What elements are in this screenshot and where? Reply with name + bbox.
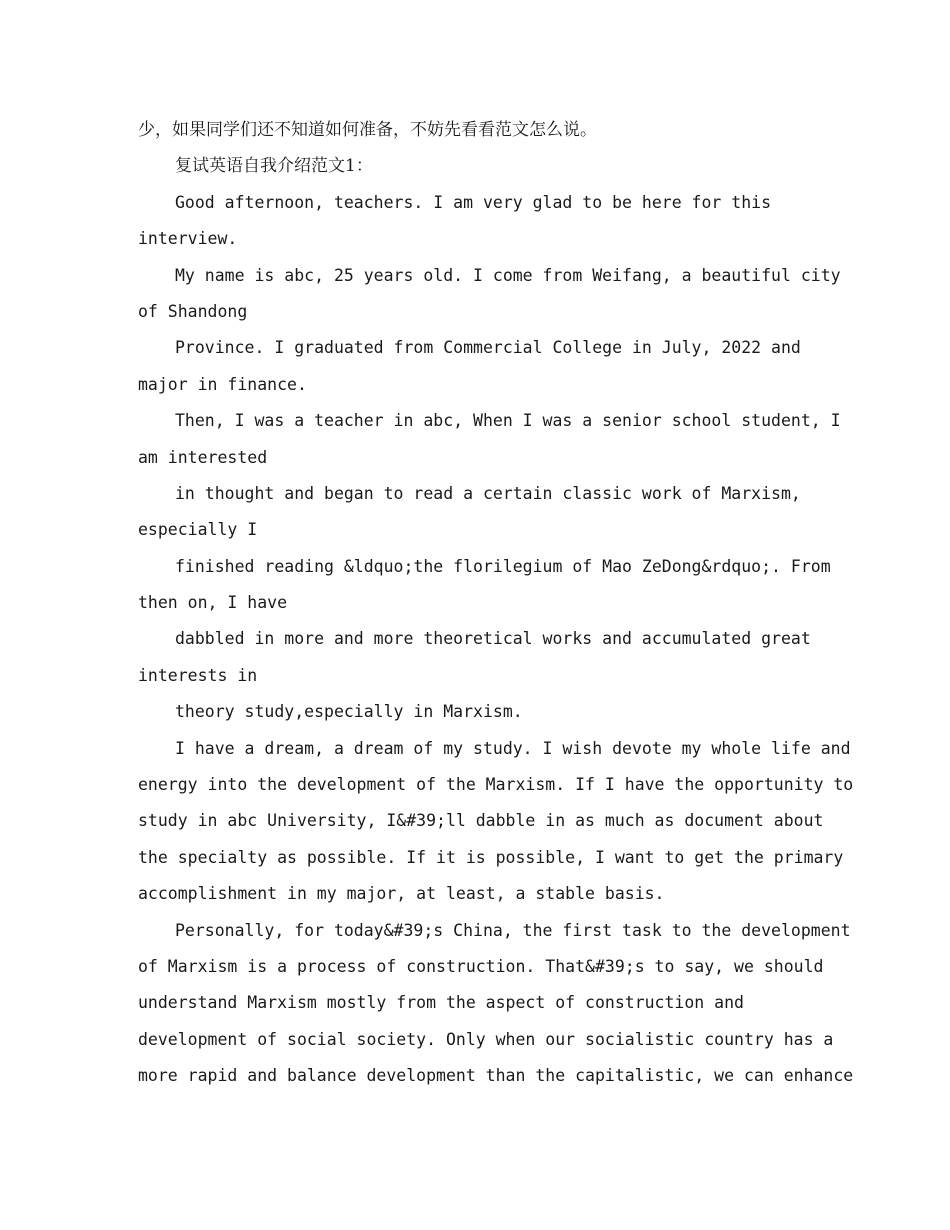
text-line: I have a dream, a dream of my study. I wish devote my whole life and [175,738,851,758]
text-line: accomplishment in my major, at least, a stable basis. [138,884,665,904]
text-line: major in finance. [138,374,307,394]
text-line: more rapid and balance development than the capitalistic, we can enhance [138,1066,854,1086]
text-line: finished reading &ldquo;the florilegium of Mao ZeDong&rdquo;. From [175,556,831,576]
text-line: especially I [138,520,258,540]
text-line: interests in [138,665,258,685]
text-line: of Shandong [138,301,248,321]
text-line: energy into the development of the Marxism. If I have the opportunity to [138,775,854,795]
document-body [138,112,854,1095]
text-line: am interested [138,447,268,467]
text-line: Good afternoon, teachers. I am very glad to be here for this [175,192,772,212]
text-line: understand Marxism mostly from the aspect of construction and [138,993,744,1013]
text-line: 复试英语自我介绍范文1： [175,156,373,177]
text-line: then on, I have [138,593,288,613]
text-line: theory study,especially in Marxism. [175,702,523,722]
text-line: of Marxism is a process of construction. That&#39;s to say, we should [138,956,824,976]
text-line: 少，如果同学们还不知道如何准备，不妨先看看范文怎么说。 [138,120,597,140]
text-line: Personally, for today&#39;s China, the first task to the development [175,920,851,940]
text-line: Then, I was a teacher in abc, When I was a senior school student, I [175,411,841,431]
text-line: dabbled in more and more theoretical works and accumulated great [175,629,811,649]
text-line: My name is abc, 25 years old. I come from Weifang, a beautiful city [175,265,841,285]
text-line: interview. [138,229,238,249]
text-line: the specialty as possible. If it is possible, I want to get the primary [138,847,844,867]
text-line: Province. I graduated from Commercial College in July, 2022 and [175,338,801,358]
text-line: study in abc University, I&#39;ll dabble in as much as document about [138,811,824,831]
text-line: in thought and began to read a certain classic work of Marxism, [175,483,801,503]
text-line: development of social society. Only when our socialistic country has a [138,1029,834,1049]
